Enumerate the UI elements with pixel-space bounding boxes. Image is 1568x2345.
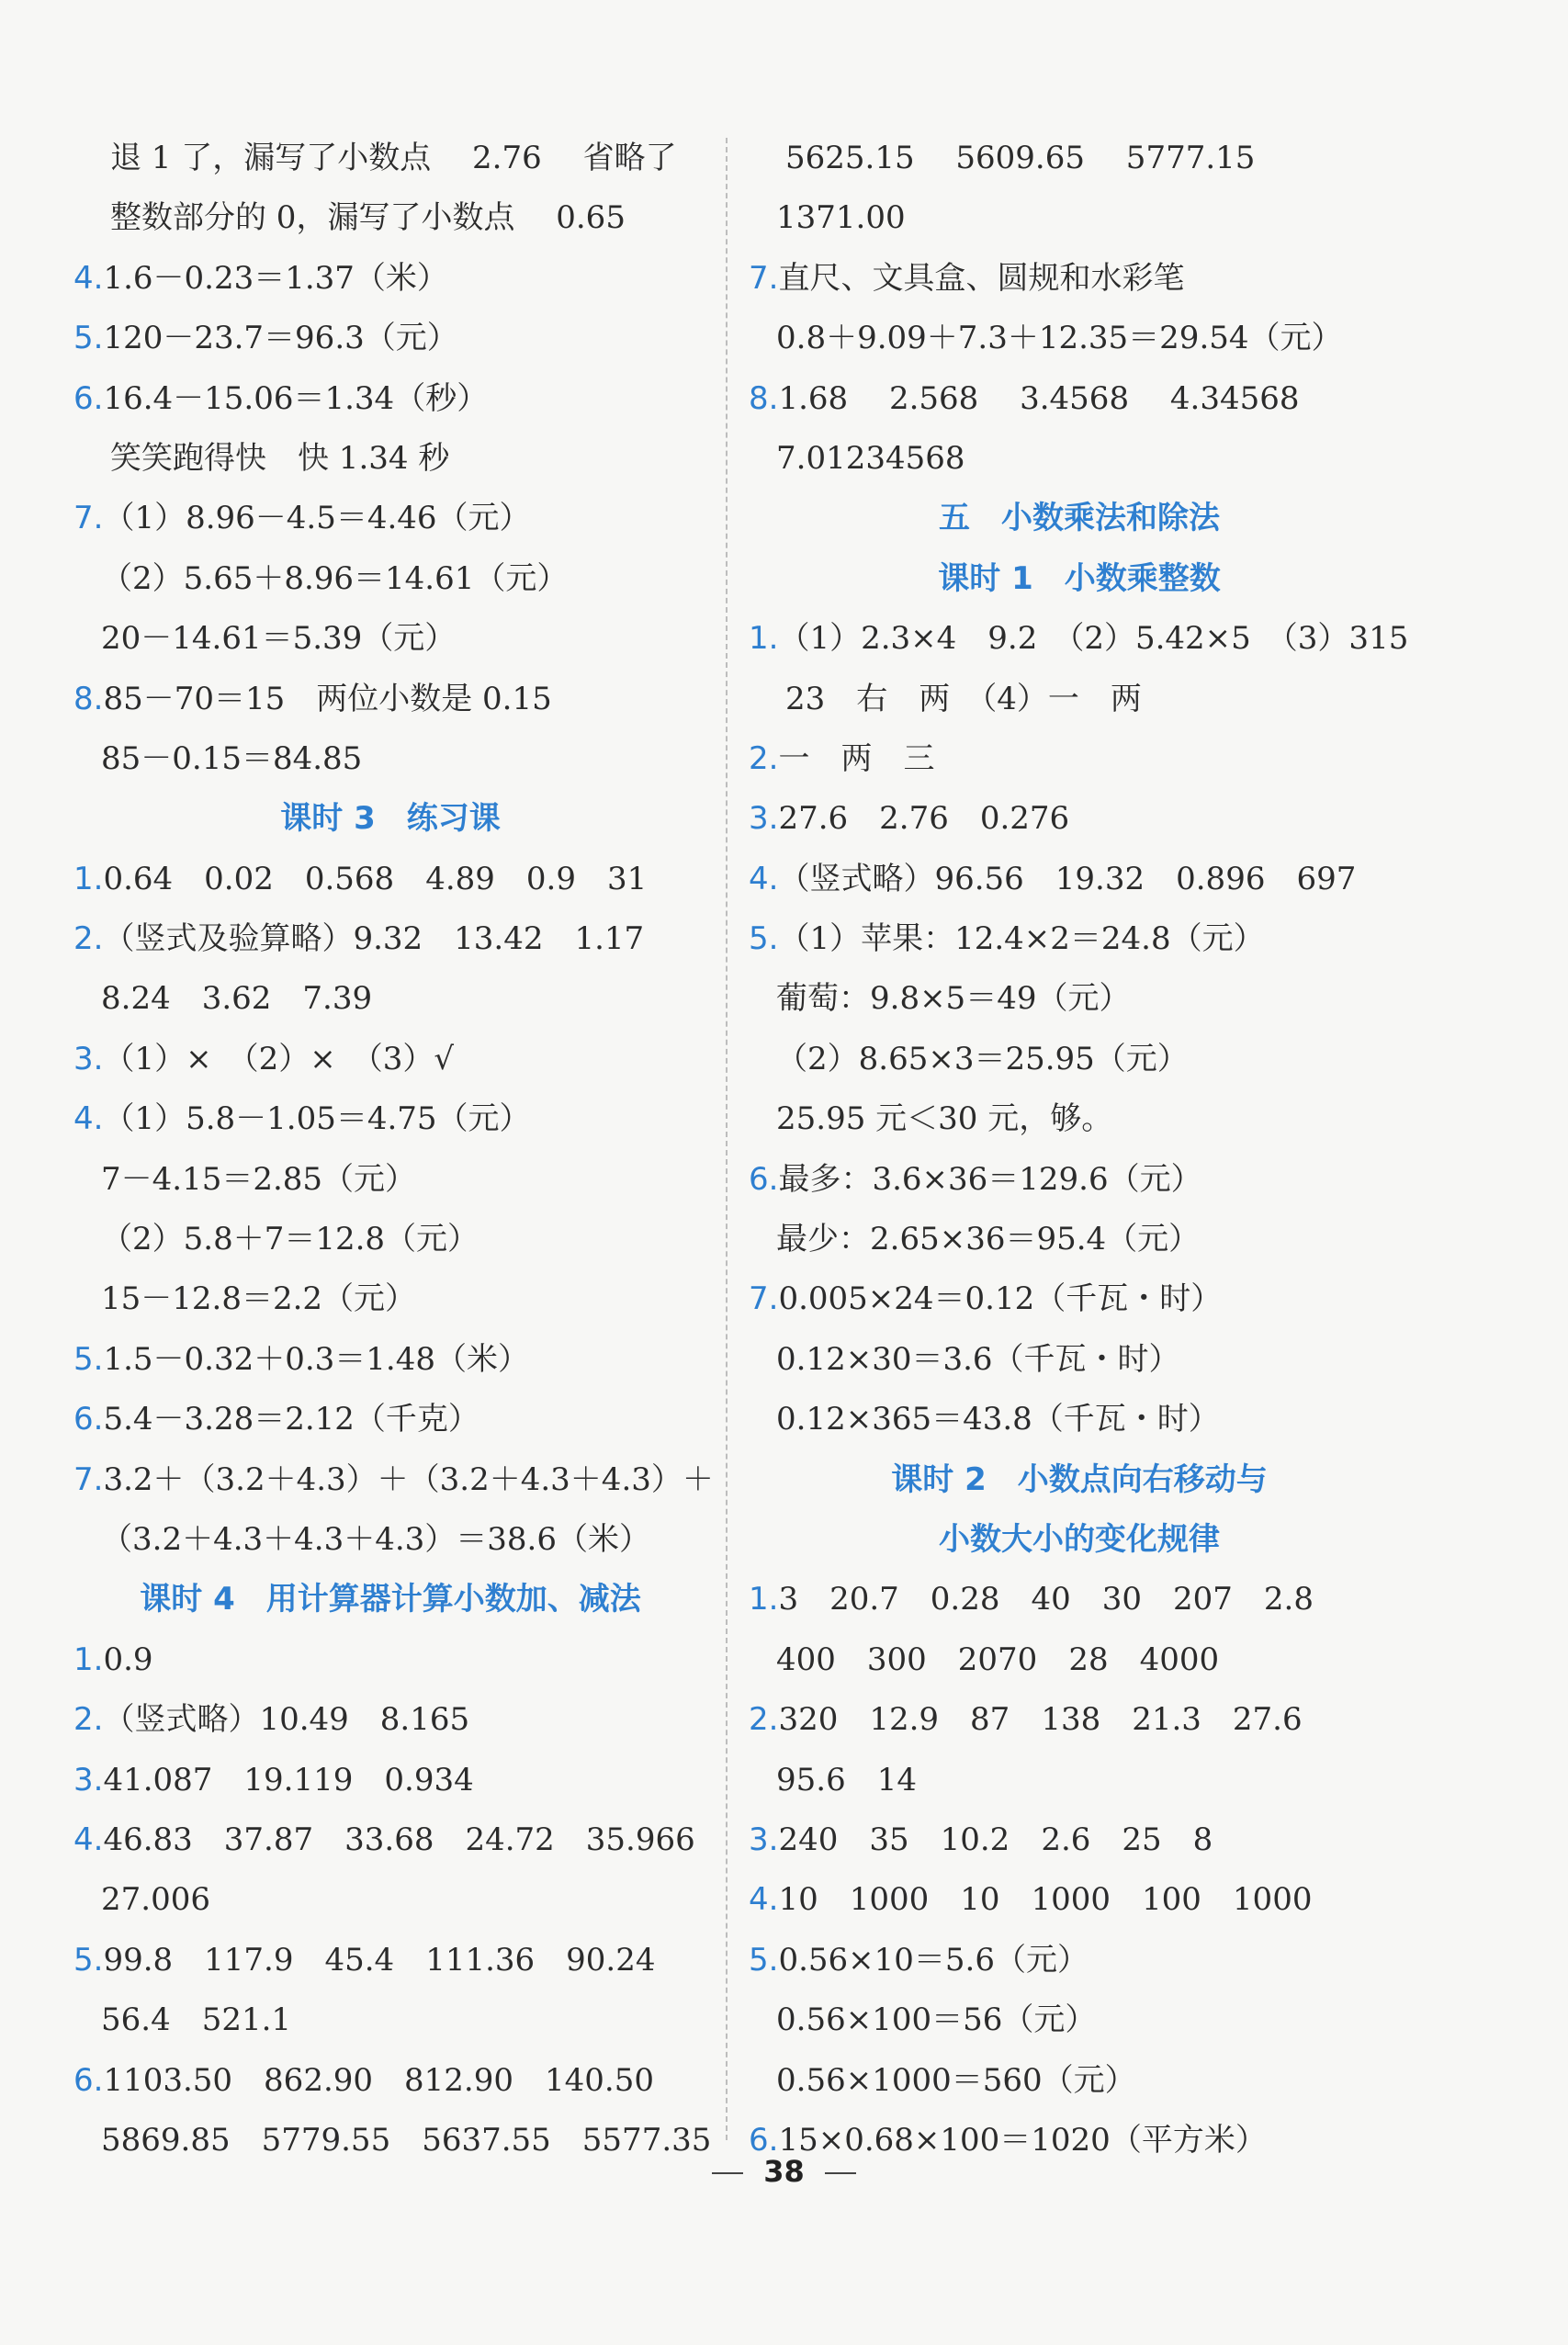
question-number: 4.: [749, 1881, 779, 1919]
section-heading: 课时 2 小数点向右移动与: [891, 1460, 1268, 1498]
answer-text: 整数部分的 0，漏写了小数点 0.65: [110, 199, 626, 237]
answer-text: 0.56×100＝56（元）: [776, 2001, 1097, 2039]
answer-text: 1371.00: [776, 199, 906, 237]
answer-text: 240 35 10.2 2.6 25 8: [778, 1821, 1213, 1858]
answer-text: 25.95 元＜30 元，够。: [776, 1100, 1113, 1138]
answer-line: [73, 1810, 707, 1870]
answer-text: 8.24 3.62 7.39: [101, 980, 373, 1018]
answer-text: 400 300 2070 28 4000: [776, 1640, 1220, 1678]
answer-line: [73, 1931, 707, 1990]
answer-line: [73, 1330, 707, 1390]
answer-text: 0.8＋9.09＋7.3＋12.35＝29.54（元）: [776, 320, 1343, 357]
answer-text: （2）5.65＋8.96＝14.61（元）: [101, 559, 569, 597]
question-number: 5.: [749, 920, 779, 958]
answer-text: 最多：3.6×36＝129.6（元）: [778, 1160, 1202, 1198]
answer-line: [749, 850, 1410, 909]
answer-text: 10 1000 10 1000 100 1000: [778, 1881, 1313, 1919]
question-number: 7.: [749, 1280, 779, 1318]
question-number: 1.: [749, 1581, 779, 1618]
answer-text: （1）× （2）× （3）√: [103, 1040, 454, 1077]
answer-line: [749, 729, 1410, 789]
answer-text: 0.64 0.02 0.568 4.89 0.9 31: [103, 860, 648, 897]
answer-text: 0.12×30＝3.6（千瓦・时）: [776, 1340, 1180, 1378]
answer-line: [73, 609, 707, 669]
answer-text: 5625.15 5609.65 5777.15: [785, 140, 1256, 176]
answer-text: 葡萄：9.8×5＝49（元）: [776, 980, 1131, 1018]
answer-text: 27.006: [101, 1881, 210, 1919]
page-footer: [0, 2154, 1568, 2189]
answer-text: 0.005×24＝0.12（千瓦・时）: [778, 1280, 1223, 1318]
answer-text: 最少：2.65×36＝95.4（元）: [776, 1221, 1201, 1258]
answer-text: （竖式略）96.56 19.32 0.896 697: [778, 860, 1357, 897]
answer-line: [749, 129, 1410, 188]
answer-line: [749, 1690, 1410, 1750]
question-number: 7.: [73, 500, 104, 537]
answer-line: [73, 489, 707, 548]
question-number: 1.: [749, 620, 779, 658]
answer-line: [73, 1150, 707, 1210]
answer-line: [749, 1751, 1410, 1810]
question-number: 7.: [749, 259, 779, 297]
question-number: 5.: [73, 1941, 104, 1979]
answer-text: 41.087 19.119 0.934: [103, 1761, 474, 1798]
answer-text: 56.4 521.1: [101, 2001, 292, 2039]
answer-text: 46.83 37.87 33.68 24.72 35.966: [103, 1821, 695, 1858]
answer-line: [73, 1990, 707, 2050]
answer-line: [749, 1330, 1410, 1390]
answer-text: （3.2＋4.3＋4.3＋4.3）＝38.6（米）: [101, 1520, 650, 1558]
answer-line: [73, 1630, 707, 1690]
answer-line: [749, 1870, 1410, 1930]
answer-line: [749, 1630, 1410, 1690]
question-number: 3.: [73, 1761, 104, 1798]
page-number: 38: [763, 2154, 805, 2189]
answer-line: [749, 1210, 1410, 1269]
answer-line: [73, 1450, 714, 1510]
section-heading: 小数大小的变化规律: [939, 1520, 1220, 1558]
answer-line: [73, 1390, 707, 1449]
answer-text: （竖式及验算略）9.32 13.42 1.17: [103, 920, 645, 958]
answer-line: [73, 188, 707, 248]
answer-line: [73, 1269, 707, 1329]
question-number: 7.: [73, 1460, 104, 1498]
question-number: 1.: [73, 860, 104, 897]
answer-line: [73, 850, 707, 909]
question-number: 5.: [73, 1340, 104, 1378]
answer-text: 1.6－0.23＝1.37（米）: [103, 259, 448, 297]
answer-line: [73, 729, 707, 789]
question-number: 3.: [73, 1040, 104, 1077]
answer-text: 20－14.61＝5.39（元）: [101, 620, 457, 658]
question-number: 6.: [749, 1160, 779, 1198]
answer-text: 85－70＝15 两位小数是 0.15: [103, 680, 552, 717]
answer-text: （2）8.65×3＝25.95（元）: [776, 1040, 1189, 1077]
answer-text: 直尺、文具盒、圆规和水彩笔: [778, 259, 1185, 297]
answer-line: [73, 1089, 707, 1149]
answer-text: 16.4－15.06＝1.34（秒）: [103, 379, 489, 417]
question-number: 2.: [73, 920, 104, 958]
answer-text: （1）2.3×4 9.2 （2）5.42×5 （3）315: [778, 620, 1409, 658]
answer-text: 一 两 三: [778, 739, 935, 777]
section-heading: 五 小数乘法和除法: [939, 500, 1220, 537]
question-number: 4.: [73, 259, 104, 297]
answer-line: [749, 249, 1410, 309]
answer-line: [73, 1751, 707, 1810]
question-number: 8.: [749, 379, 779, 417]
section-heading: 课时 1 小数乘整数: [938, 559, 1221, 597]
question-number: 6.: [73, 379, 104, 417]
left-column: [73, 129, 714, 2170]
question-number: 5.: [73, 320, 104, 357]
question-number: 1.: [73, 1640, 104, 1678]
answer-line: [749, 1390, 1410, 1449]
question-number: 2.: [73, 1701, 104, 1739]
answer-line: [749, 429, 1410, 489]
answer-text: 7－4.15＝2.85（元）: [101, 1160, 417, 1198]
answer-line: [73, 1690, 707, 1750]
answer-line: [749, 609, 1410, 669]
answer-text: （1）5.8－1.05＝4.75（元）: [103, 1100, 531, 1138]
answer-line: [749, 670, 1410, 729]
answer-text: 95.6 14: [776, 1761, 917, 1798]
answer-line: [749, 909, 1410, 969]
answer-text: 5.4－3.28＝2.12（千克）: [103, 1401, 479, 1438]
answer-line: [73, 1510, 707, 1570]
answer-line: [749, 969, 1410, 1029]
answer-line: [749, 2051, 1410, 2111]
footer-dash-left: [712, 2172, 743, 2174]
answer-text: 85－0.15＝84.85: [101, 739, 363, 777]
question-number: 5.: [749, 1941, 779, 1979]
answer-line: [73, 909, 707, 969]
answer-text: 3.2＋（3.2＋4.3）＋（3.2＋4.3＋4.3）＋: [103, 1460, 714, 1498]
answer-line: [73, 1030, 707, 1089]
answer-line: [749, 1570, 1410, 1629]
footer-dash-right: [825, 2172, 856, 2174]
section-heading: 课时 4 用计算器计算小数加、减法: [140, 1581, 641, 1618]
answer-line: [749, 789, 1410, 849]
right-column: [749, 129, 1410, 2170]
answer-text: （1）苹果：12.4×2＝24.8（元）: [778, 920, 1265, 958]
question-number: 4.: [73, 1821, 104, 1858]
answer-line: [73, 670, 707, 729]
question-number: 6.: [749, 2121, 779, 2159]
answer-line: [749, 309, 1410, 368]
answer-line: [749, 1931, 1410, 1990]
answer-line: [73, 429, 707, 489]
answer-text: 120－23.7＝96.3（元）: [103, 320, 458, 357]
answer-text: 320 12.9 87 138 21.3 27.6: [778, 1701, 1303, 1739]
answer-text: 23 右 两 （4）一 两: [785, 680, 1142, 717]
answer-line: [73, 969, 707, 1029]
column-divider: [726, 138, 728, 2140]
answer-text: 7.01234568: [776, 439, 965, 477]
answer-text: 3 20.7 0.28 40 30 207 2.8: [778, 1581, 1314, 1618]
answer-line: [749, 1150, 1410, 1210]
answer-line: [73, 129, 707, 188]
question-number: 8.: [73, 680, 104, 717]
question-number: 2.: [749, 1701, 779, 1739]
answer-text: 0.56×10＝5.6（元）: [778, 1941, 1089, 1979]
answer-line: [749, 1089, 1410, 1149]
answer-text: （2）5.8＋7＝12.8（元）: [101, 1221, 479, 1258]
answer-text: 1.5－0.32＋0.3＝1.48（米）: [103, 1340, 530, 1378]
answer-text: 退 1 了，漏写了小数点 2.76 省略了: [110, 140, 677, 176]
answer-line: [749, 188, 1410, 248]
answer-line: [749, 1030, 1410, 1089]
question-number: 3.: [749, 1821, 779, 1858]
answer-text: 5869.85 5779.55 5637.55 5577.35: [101, 2121, 712, 2159]
answer-text: 1103.50 862.90 812.90 140.50: [103, 2061, 654, 2099]
answer-text: 1.68 2.568 3.4568 4.34568: [778, 379, 1300, 417]
question-number: 2.: [749, 739, 779, 777]
answer-text: 0.56×1000＝560（元）: [776, 2061, 1136, 2099]
answer-text: 99.8 117.9 45.4 111.36 90.24: [103, 1941, 656, 1979]
answer-line: [73, 309, 707, 368]
question-number: 6.: [73, 2061, 104, 2099]
section-heading: 课时 3 练习课: [280, 800, 501, 838]
question-number: 4.: [749, 860, 779, 897]
question-number: 3.: [749, 800, 779, 838]
answer-text: 15－12.8＝2.2（元）: [101, 1280, 417, 1318]
question-number: 4.: [73, 1100, 104, 1138]
answer-line: [73, 369, 707, 429]
answer-line: [749, 1269, 1410, 1329]
answer-text: （竖式略）10.49 8.165: [103, 1701, 470, 1739]
answer-text: 27.6 2.76 0.276: [778, 800, 1070, 838]
answer-text: 0.12×365＝43.8（千瓦・时）: [776, 1401, 1220, 1438]
answer-text: 15×0.68×100＝1020（平方米）: [778, 2121, 1267, 2159]
answer-line: [73, 1870, 707, 1930]
answer-line: [749, 1990, 1410, 2050]
answer-line: [73, 249, 707, 309]
answer-text: 0.9: [103, 1640, 153, 1678]
answer-line: [73, 2051, 707, 2111]
answer-text: 笑笑跑得快 快 1.34 秒: [110, 439, 450, 477]
answer-line: [73, 1210, 707, 1269]
question-number: 6.: [73, 1401, 104, 1438]
answer-line: [749, 369, 1410, 429]
answer-line: [73, 549, 707, 609]
answer-text: （1）8.96－4.5＝4.46（元）: [103, 500, 531, 537]
answer-line: [749, 1810, 1410, 1870]
